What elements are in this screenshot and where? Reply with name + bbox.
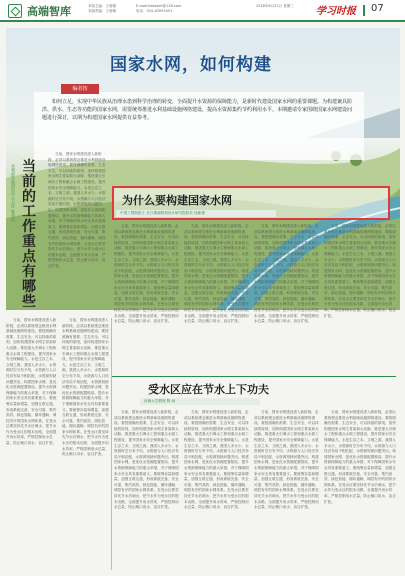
editor-note-label: 编者按 <box>61 84 99 94</box>
column-divider <box>111 318 112 570</box>
body-paragraph: 当前，国家水网建设进入新阶段，必须以系统观念推进水利基础设施网络建设。要按照确有需要、生态安全、可以持续的原则，加快构建国家水网主骨架和大动脉，推进重大引调水工程和重点水源工程建设，提升国家水安全保障能力。水是生存之本、文明之源。我国人多水少，水资源时空分布不均，水资源与人口经济布局不相匹配，水资源短缺问题突出。构建国家水网，是优化水资源配置格局、提升水资源保障能力的重大举措，对于保障国家水安全具有重要意义。要统筹存量和增量，加强互联互通，形成系统完备、安全可靠、集约高效、绿色智能、循环通畅、调控有序的国家水网体系。在受水区要坚持先节水后调水，把节水作为受水区的根本出路，全面提升用水效率，严格控制用水总量，防止敞口用水、盲目扩张。 <box>48 152 106 268</box>
text-column <box>48 152 108 312</box>
body-paragraph: 当前，国家水网建设进入新阶段，必须以系统观念推进水利基础设施网络建设。要按照确有需要、生态安全、可以持续的原则，加快构建国家水网主骨架和大动脉，推进重大引调水工程和重点水源工程建设，提升国家水安全保障能力。水是生存之本、文明之源。我国人多水少，水资源时空分布不均，水资源与人口经济布局不相匹配，水资源短缺问题突出。构建国家水网，是优化水资源配置格局、提升水资源保障能力的重大举措，对于保障国家水安全具有重要意义。要统筹存量和增量，加强互联互通，形成系统完备、安全可靠、集约高效、绿色智能、循环通畅、调控有序的国家水网体系。在受水区要坚持先节水后调水，把节水作为受水区的根本出路，全面提升用水效率，严格控制用水总量，防止敞口用水、盲目扩张。 <box>114 410 179 510</box>
text-column <box>254 224 320 374</box>
page-divider <box>363 5 365 16</box>
text-column <box>62 318 110 570</box>
text-column <box>324 410 396 570</box>
section-headline: 受水区应在节水上下功夫 <box>148 383 269 396</box>
body-paragraph: 当前，国家水网建设进入新阶段，必须以系统观念推进水利基础设施网络建设。要按照确有需要、生态安全、可以持续的原则，加快构建国家水网主骨架和大动脉，推进重大引调水工程和重点水源工程建设，提升国家水安全保障能力。水是生存之本、文明之源。我国人多水少，水资源时空分布不均，水资源与人口经济布局不相匹配，水资源短缺问题突出。构建国家水网，是优化水资源配置格局、提升水资源保障能力的重大举措，对于保障国家水安全具有重要意义。要统筹存量和增量，加强互联互通，形成系统完备、安全可靠、集约高效、绿色智能、循环通畅、调控有序的国家水网体系。在受水区要坚持先节水后调水，把节水作为受水区的根本出路，全面提升用水效率，严格控制用水总量，防止敞口用水、盲目扩张。 <box>114 224 179 324</box>
section-headline: 为什么要构建国家水网 <box>122 194 232 207</box>
text-column <box>114 224 180 374</box>
editor-info: 本版主编：王莉娜 本版责编：王莉娜 <box>88 4 116 13</box>
body-paragraph: 当前，国家水网建设进入新阶段，必须以系统观念推进水利基础设施网络建设。要按照确有需要、生态安全、可以持续的原则，加快构建国家水网主骨架和大动脉，推进重大引调水工程和重点水源工程建设，提升国家水安全保障能力。水是生存之本、文明之源。我国人多水少，水资源时空分布不均，水资源与人口经济布局不相匹配，水资源短缺问题突出。构建国家水网，是优化水资源配置格局、提升水资源保障能力的重大举措，对于保障国家水安全具有重要意义。要统筹存量和增量，加强互联互通，形成系统完备、安全可靠、集约高效、绿色智能、循环通畅、调控有序的国家水网体系。在受水区要坚持先节水后调水，把节水作为受水区的根本出路，全面提升用水效率，严格控制用水总量，防止敞口用水、盲目扩张。 <box>324 224 396 318</box>
contact-info: E-mail:llwtxsbh@126.com 电话：010-63093451 <box>136 4 182 13</box>
section-byline: 河海大学教授 陈 雨 <box>140 398 260 405</box>
section-byline: 中国工程院院士 长江勘测规划设计研究院院长 钮新强 <box>116 210 276 217</box>
body-paragraph: 当前，国家水网建设进入新阶段，必须以系统观念推进水利基础设施网络建设。要按照确有需要、生态安全、可以持续的原则，加快构建国家水网主骨架和大动脉，推进重大引调水工程和重点水源工程建设，提升国家水安全保障能力。水是生存之本、文明之源。我国人多水少，水资源时空分布不均，水资源与人口经济布局不相匹配，水资源短缺问题突出。构建国家水网，是优化水资源配置格局、提升水资源保障能力的重大举措，对于保障国家水安全具有重要意义。要统筹存量和增量，加强互联互通，形成系统完备、安全可靠、集约高效、绿色智能、循环通畅、调控有序的国家水网体系。在受水区要坚持先节水后调水，把节水作为受水区的根本出路，全面提升用水效率，严格控制用水总量，防止敞口用水、盲目扩张。 <box>6 318 57 446</box>
editor-note-text: 如何立足，实现中华民族从治理水患到科学治理的转变，全面提升水资源的保障能力，是新时代建设国家水网的重要课题。为构建兼具防洪、供水、生态等功能的国家水网，需要统筹推进水利基础设施网络建设，提高水资源集约节约利用水平。本期邀请专家围绕国家水网建设问题进行探讨，以期为构建国家水网提供有益参考。 <box>42 99 353 121</box>
page-number: 07 <box>371 3 384 14</box>
body-paragraph: 当前，国家水网建设进入新阶段，必须以系统观念推进水利基础设施网络建设。要按照确有需要、生态安全、可以持续的原则，加快构建国家水网主骨架和大动脉，推进重大引调水工程和重点水源工程建设，提升国家水安全保障能力。水是生存之本、文明之源。我国人多水少，水资源时空分布不均，水资源与人口经济布局不相匹配，水资源短缺问题突出。构建国家水网，是优化水资源配置格局、提升水资源保障能力的重大举措，对于保障国家水安全具有重要意义。要统筹存量和增量，加强互联互通，形成系统完备、安全可靠、集约高效、绿色智能、循环通畅、调控有序的国家水网体系。在受水区要坚持先节水后调水，把节水作为受水区的根本出路，全面提升用水效率，严格控制用水总量，防止敞口用水、盲目扩张。 <box>62 318 109 457</box>
issue-date: 2018年8月22日 星期三 <box>256 4 294 8</box>
body-paragraph: 当前，国家水网建设进入新阶段，必须以系统观念推进水利基础设施网络建设。要按照确有需要、生态安全、可以持续的原则，加快构建国家水网主骨架和大动脉，推进重大引调水工程和重点水源工程建设，提升国家水安全保障能力。水是生存之本、文明之源。我国人多水少，水资源时空分布不均，水资源与人口经济布局不相匹配，水资源短缺问题突出。构建国家水网，是优化水资源配置格局、提升水资源保障能力的重大举措，对于保障国家水安全具有重要意义。要统筹存量和增量，加强互联互通，形成系统完备、安全可靠、集约高效、绿色智能、循环通畅、调控有序的国家水网体系。在受水区要坚持先节水后调水，把节水作为受水区的根本出路，全面提升用水效率，严格控制用水总量，防止敞口用水、盲目扩张。 <box>254 410 319 510</box>
body-paragraph: 当前，国家水网建设进入新阶段，必须以系统观念推进水利基础设施网络建设。要按照确有需要、生态安全、可以持续的原则，加快构建国家水网主骨架和大动脉，推进重大引调水工程和重点水源工程建设，提升国家水安全保障能力。水是生存之本、文明之源。我国人多水少，水资源时空分布不均，水资源与人口经济布局不相匹配，水资源短缺问题突出。构建国家水网，是优化水资源配置格局、提升水资源保障能力的重大举措，对于保障国家水安全具有重要意义。要统筹存量和增量，加强互联互通，形成系统完备、安全可靠、集约高效、绿色智能、循环通畅、调控有序的国家水网体系。在受水区要坚持先节水后调水，把节水作为受水区的根本出路，全面提升用水效率，严格控制用水总量，防止敞口用水、盲目扩张。 <box>184 224 249 324</box>
body-paragraph: 当前，国家水网建设进入新阶段，必须以系统观念推进水利基础设施网络建设。要按照确有需要、生态安全、可以持续的原则，加快构建国家水网主骨架和大动脉，推进重大引调水工程和重点水源工程建设，提升国家水安全保障能力。水是生存之本、文明之源。我国人多水少，水资源时空分布不均，水资源与人口经济布局不相匹配，水资源短缺问题突出。构建国家水网，是优化水资源配置格局、提升水资源保障能力的重大举措，对于保障国家水安全具有重要意义。要统筹存量和增量，加强互联互通，形成系统完备、安全可靠、集约高效、绿色智能、循环通畅、调控有序的国家水网体系。在受水区要坚持先节水后调水，把节水作为受水区的根本出路，全面提升用水效率，严格控制用水总量，防止敞口用水、盲目扩张。 <box>324 410 396 504</box>
page-header <box>0 0 405 22</box>
think-tank-icon <box>8 4 22 18</box>
text-column <box>324 224 396 374</box>
text-column <box>6 318 58 570</box>
text-column <box>184 410 250 570</box>
body-paragraph: 当前，国家水网建设进入新阶段，必须以系统观念推进水利基础设施网络建设。要按照确有需要、生态安全、可以持续的原则，加快构建国家水网主骨架和大动脉，推进重大引调水工程和重点水源工程建设，提升国家水安全保障能力。水是生存之本、文明之源。我国人多水少，水资源时空分布不均，水资源与人口经济布局不相匹配，水资源短缺问题突出。构建国家水网，是优化水资源配置格局、提升水资源保障能力的重大举措，对于保障国家水安全具有重要意义。要统筹存量和增量，加强互联互通，形成系统完备、安全可靠、集约高效、绿色智能、循环通畅、调控有序的国家水网体系。在受水区要坚持先节水后调水，把节水作为受水区的根本出路，全面提升用水效率，严格控制用水总量，防止敞口用水、盲目扩张。 <box>254 224 319 324</box>
highlighted-headline-box <box>112 186 390 220</box>
newspaper-brand: 学习时报 <box>316 6 356 17</box>
left-headline: 当前的工作重点有哪些 <box>22 159 36 310</box>
text-column <box>254 410 320 570</box>
article-title: 国家水网，如何构建 <box>110 55 272 75</box>
section-title: 高端智库 <box>27 5 71 18</box>
section-divider <box>112 376 396 377</box>
body-paragraph: 当前，国家水网建设进入新阶段，必须以系统观念推进水利基础设施网络建设。要按照确有需要、生态安全、可以持续的原则，加快构建国家水网主骨架和大动脉，推进重大引调水工程和重点水源工程建设，提升国家水安全保障能力。水是生存之本、文明之源。我国人多水少，水资源时空分布不均，水资源与人口经济布局不相匹配，水资源短缺问题突出。构建国家水网，是优化水资源配置格局、提升水资源保障能力的重大举措，对于保障国家水安全具有重要意义。要统筹存量和增量，加强互联互通，形成系统完备、安全可靠、集约高效、绿色智能、循环通畅、调控有序的国家水网体系。在受水区要坚持先节水后调水，把节水作为受水区的根本出路，全面提升用水效率，严格控制用水总量，防止敞口用水、盲目扩张。 <box>184 410 249 510</box>
text-column <box>184 224 250 374</box>
text-column <box>114 410 180 570</box>
left-author-line: 水利部发展研究中心主任 陈茂山 <box>11 164 16 222</box>
editor-note-box <box>34 92 364 160</box>
